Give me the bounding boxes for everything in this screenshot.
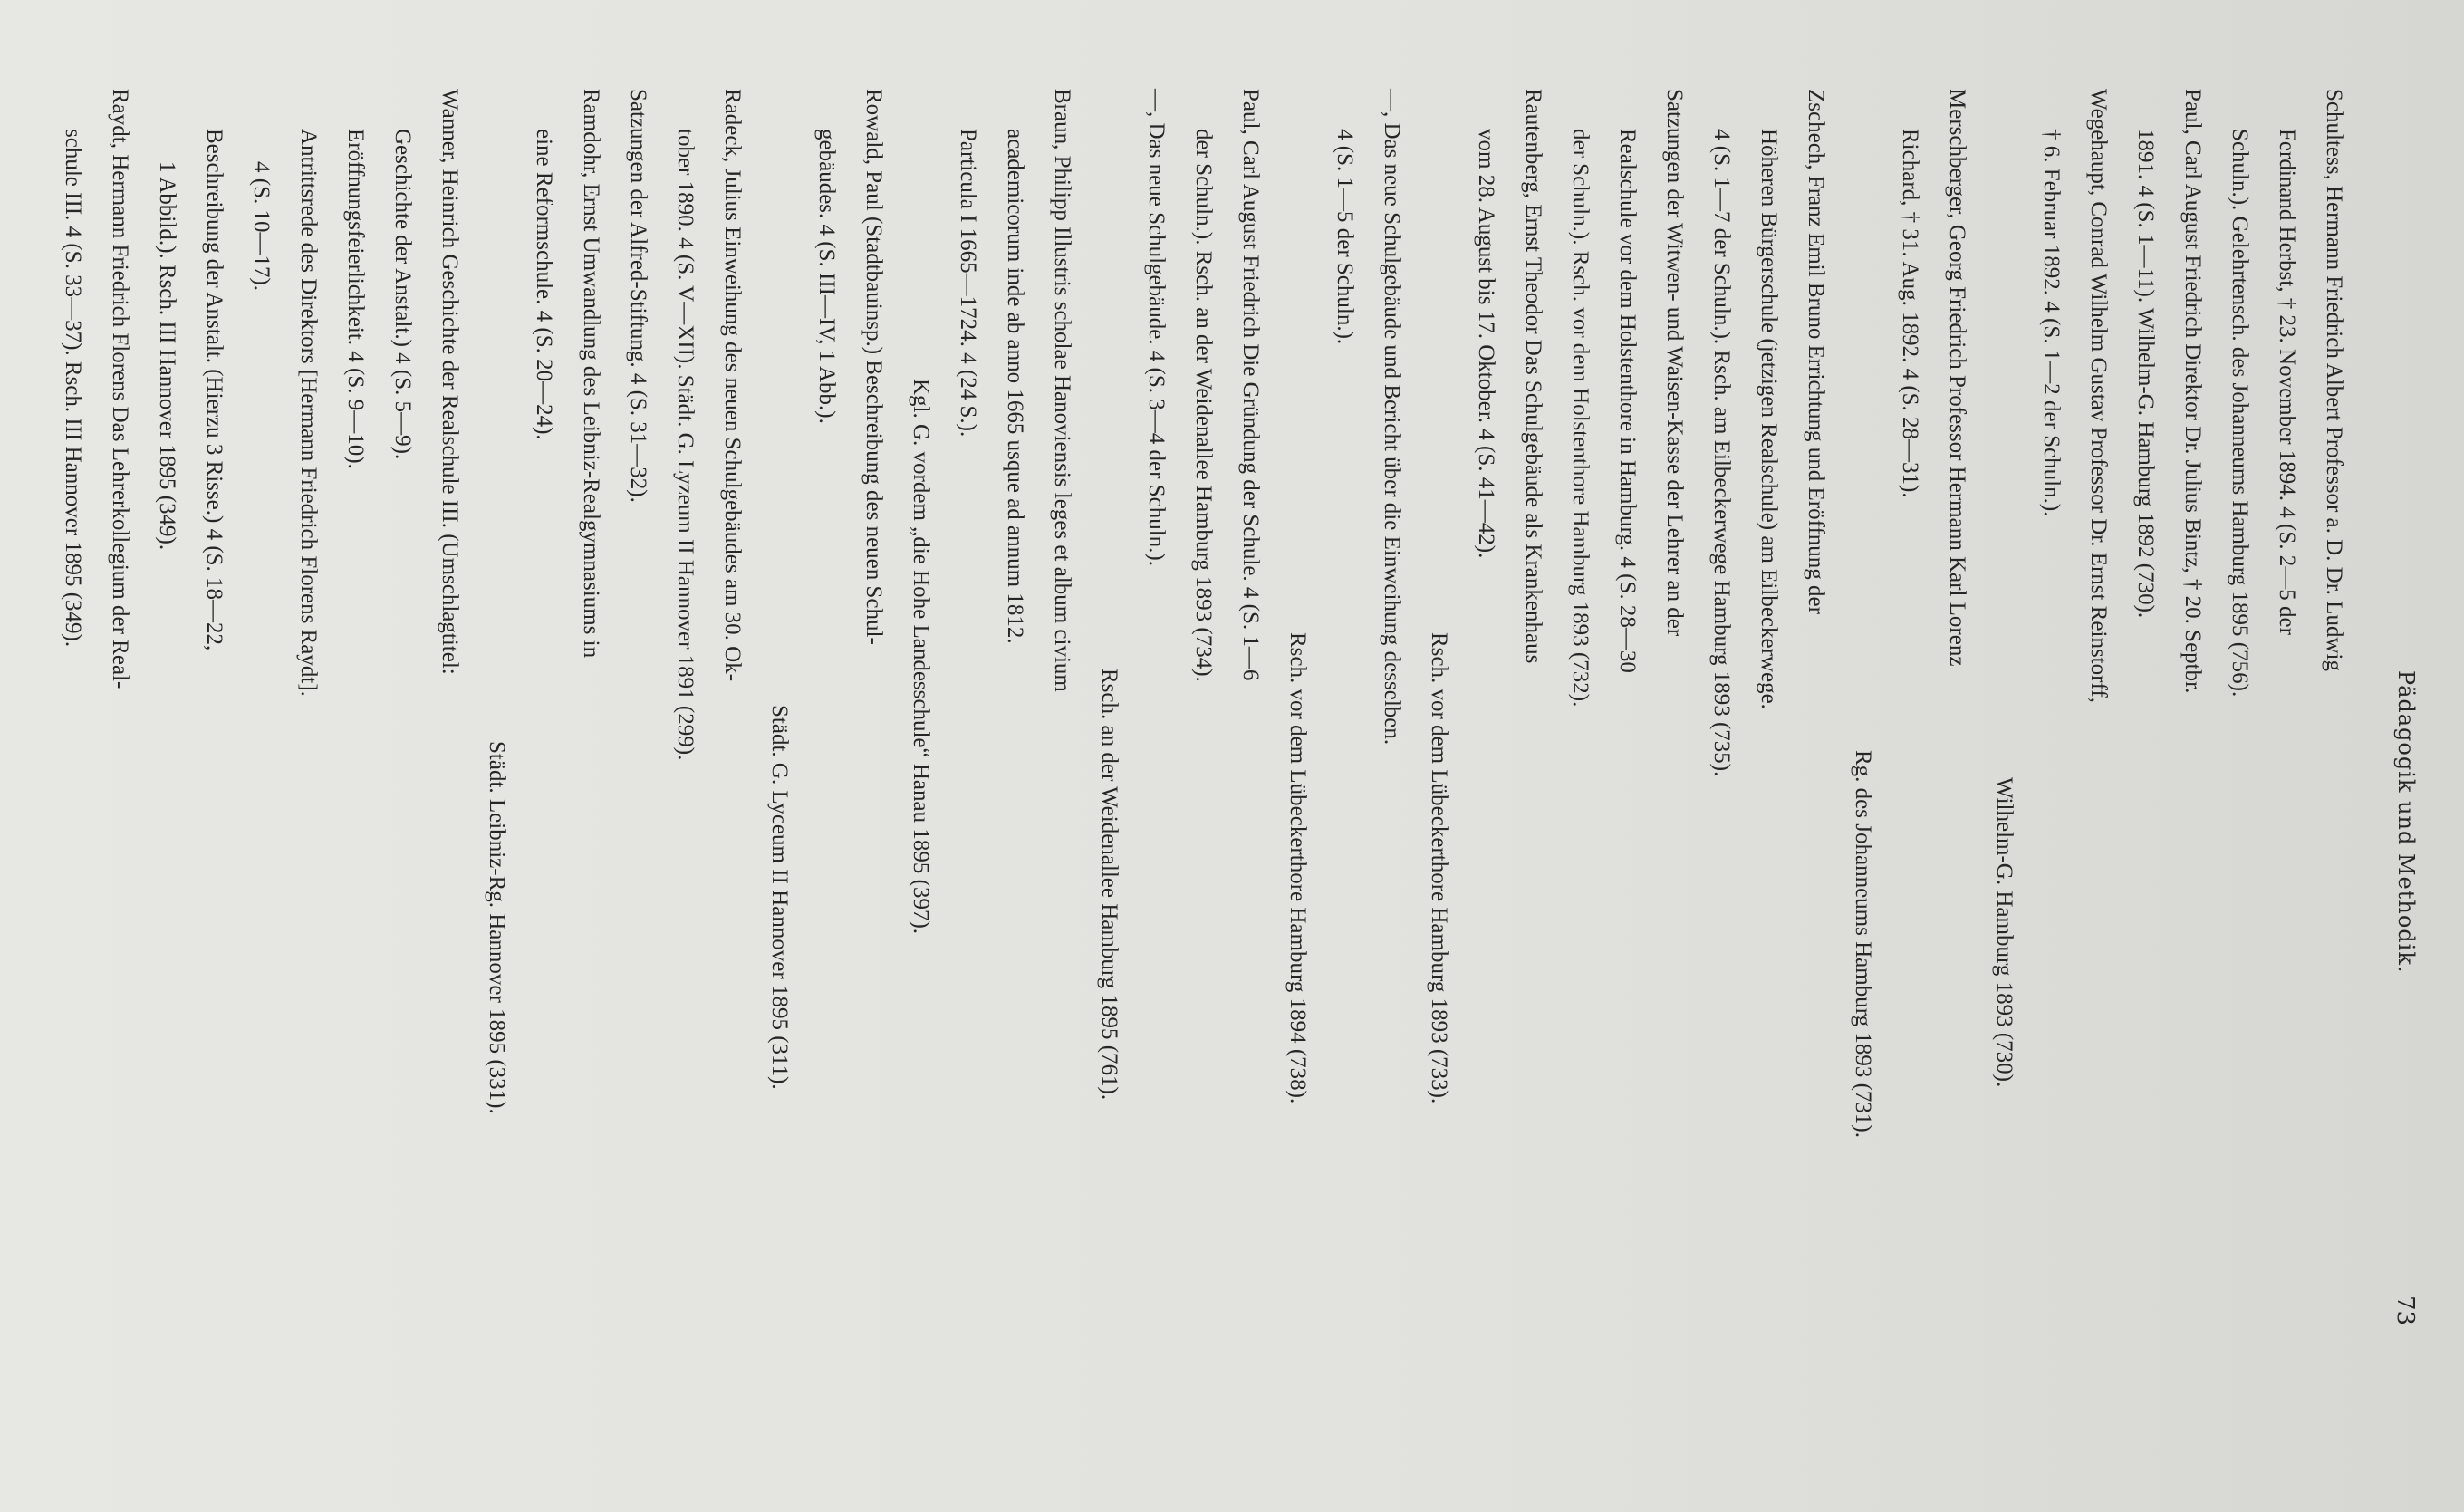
text-line: Merschberger, Georg Friedrich Professor Hermann Karl Lorenz bbox=[1945, 89, 1969, 667]
text-line: Städt. Leibniz-Rg. Hannover 1895 (331). bbox=[485, 741, 509, 1114]
page-header bbox=[2382, 0, 2419, 1512]
text-line: Paul, Carl August Friedrich Die Gründung der Schule. 4 (S. 1—6 bbox=[1238, 89, 1263, 681]
running-head: Pädagogik und Methodik. bbox=[2393, 670, 2419, 974]
text-line: Eröffnungsfeierlichkeit. 4 (S. 9—10). bbox=[343, 129, 368, 469]
text-line: Beschreibung der Anstalt. (Hierzu 3 Risse.) 4 (S. 18—22, bbox=[202, 129, 226, 651]
text-line: Schuln.). Gelehrtensch. des Johanneums Hamburg 1895 (756). bbox=[2228, 129, 2252, 698]
text-line: 1 Abbild.). Rsch. III Hannover 1895 (349). bbox=[155, 161, 179, 551]
text-line: Rowald, Paul (Stadtbauinsp.) Beschreibung des neuen Schul- bbox=[861, 89, 886, 645]
text-line: Satzungen der Alfred-Stiftung. 4 (S. 31—32). bbox=[626, 89, 650, 503]
text-line: schule III. 4 (S. 33—37). Rsch. III Hannover 1895 (349). bbox=[61, 129, 85, 648]
text-line: Satzungen der Witwen- und Waisen-Kasse der Lehrer an der bbox=[1662, 89, 1687, 637]
text-line: eine Reformschule. 4 (S. 20—24). bbox=[532, 129, 556, 440]
text-line: Zschech, Franz Emil Bruno Errichtung und Eröffnung der bbox=[1804, 89, 1828, 614]
text-line: † 6. Februar 1892. 4 (S. 1—2 der Schuln.). bbox=[2039, 129, 2064, 517]
text-line: Realschule vor dem Holstenthore in Hamburg. 4 (S. 28—30 bbox=[1615, 129, 1640, 673]
text-line: Kgl. G. vordem „die Hohe Landesschule“ Hanau 1895 (397). bbox=[909, 379, 933, 935]
text-line: der Schuln.). Rsch. vor dem Holstenthore Hamburg 1893 (732). bbox=[1568, 129, 1593, 708]
text-line: 4 (S. 10—17). bbox=[249, 161, 274, 292]
text-line: 4 (S. 1—5 der Schuln.). bbox=[1333, 129, 1357, 345]
text-line: Richard, † 31. Aug. 1892. 4 (S. 28—31). bbox=[1898, 129, 1922, 498]
bibliography-list bbox=[49, 89, 2357, 1276]
text-line: Ramdohr, Ernst Umwandlung des Leibniz-Realgymnasiums in bbox=[579, 89, 603, 659]
text-line: Geschichte der Anstalt.) 4 (S. 5—9). bbox=[390, 129, 415, 460]
text-line: Ferdinand Herbst, † 23. November 1894. 4 (S. 2—5 der bbox=[2275, 129, 2299, 635]
page-number: 73 bbox=[2392, 1295, 2419, 1326]
text-line: Wilhelm-G. Hamburg 1893 (730). bbox=[1992, 777, 2016, 1088]
text-line: Höheren Bürgerschule (jetzigen Realschule) am Eilbeckerwege. bbox=[1757, 129, 1781, 709]
text-line: Paul, Carl August Friedrich Direktor Dr. Julius Bintz, † 20. Septbr. bbox=[2180, 89, 2205, 694]
text-line: der Schuln.). Rsch. an der Weidenallee Hamburg 1893 (734). bbox=[1191, 129, 1216, 682]
text-line: Rsch. vor dem Lübeckerthore Hamburg 1894 (738). bbox=[1285, 632, 1310, 1104]
text-line: Raydt, Hermann Friedrich Florens Das Lehrerkollegium der Real- bbox=[108, 89, 132, 689]
text-line: Wegehaupt, Conrad Wilhelm Gustav Professor Dr. Ernst Reinstorff, bbox=[2086, 89, 2111, 703]
text-line: academicorum inde ab anno 1665 usque ad annum 1812. bbox=[1003, 129, 1027, 644]
text-line: Rautenberg, Ernst Theodor Das Schulgebäude als Krankenhaus bbox=[1521, 89, 1545, 664]
text-line: vom 28. August bis 17. Oktober. 4 (S. 41—42). bbox=[1474, 129, 1498, 559]
text-line: Schultess, Hermann Friedrich Albert Professor a. D. Dr. Ludwig bbox=[2322, 89, 2346, 671]
text-line: Particula I 1665—1724. 4 (24 S.). bbox=[956, 129, 980, 438]
text-line: Rg. des Johanneums Hamburg 1893 (731). bbox=[1851, 750, 1875, 1138]
text-line: Antrittsrede des Direktors [Hermann Friedrich Florens Raydt]. bbox=[296, 129, 321, 697]
text-line: tober 1890. 4 (S. V—XII). Städt. G. Lyzeum II Hannover 1891 (299). bbox=[673, 129, 698, 761]
text-line: Braun, Philipp Illustris scholae Hanoviensis leges et album civium bbox=[1050, 89, 1074, 692]
text-line: Wanner, Heinrich Geschichte der Realschule III. (Umschlagtitel: bbox=[438, 89, 462, 675]
text-line: —, Das neue Schulgebäude. 4 (S. 3—4 der Schuln.). bbox=[1144, 89, 1169, 566]
text-line: —, Das neue Schulgebäude und Bericht über die Einweihung desselben. bbox=[1380, 89, 1404, 746]
text-line: Radeck, Julius Einweihung des neuen Schulgebäudes am 30. Ok- bbox=[720, 89, 745, 682]
text-line: 4 (S. 1—7 der Schuln.). Rsch. am Eilbeckerwege Hamburg 1893 (735). bbox=[1709, 129, 1734, 777]
text-line: Rsch. an der Weidenallee Hamburg 1895 (761). bbox=[1097, 669, 1121, 1101]
text-line: Städt. G. Lyceum II Hannover 1895 (311). bbox=[767, 705, 792, 1090]
text-line: gebäudes. 4 (S. III—IV, 1 Abb.). bbox=[814, 129, 839, 424]
text-line: 1891. 4 (S. 1—11). Wilhelm-G. Hamburg 1892 (730). bbox=[2133, 129, 2158, 619]
text-line: Rsch. vor dem Lübeckerthore Hamburg 1893 (733). bbox=[1427, 632, 1451, 1104]
